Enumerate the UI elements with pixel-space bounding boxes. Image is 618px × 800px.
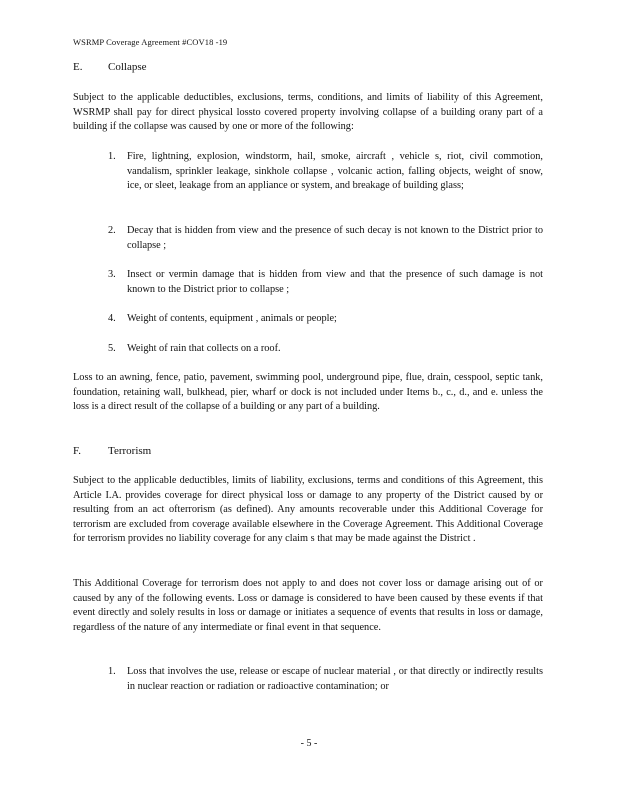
item-text: Loss that involves the use, release or escape of nuclear material , or that directly or indirectly results in nuclear reaction or radiation or radioactive contamination; or	[127, 666, 543, 692]
item-text: Insect or vermin damage that is hidden from view and that the presence of such damage is not known to the District prior to collapse ;	[127, 269, 543, 295]
section-f-title: Terrorism	[108, 445, 152, 457]
item-number: 2.	[108, 225, 116, 236]
section-e-item-4	[108, 312, 543, 327]
section-e-closing: Loss to an awning, fence, patio, pavement, swimming pool, underground pipe, flue, drain, cesspool, septic tank, foundation, retaining wall, bulkhead, pier, wharf or dock is not included under Items b., c., d., and e. unless the loss is a direct result of the collapse of a building or any part of a building.	[73, 372, 543, 413]
section-f-paragraph-1: Subject to the applicable deductibles, limits of liability, exclusions, terms and conditions of this Agreement, this Article I.A. provides coverage for direct physical loss or damage to any property of the District caused by or resulting from an act ofterrorism (as defined). Any amounts recoverable under this Additional Coverage for terrorism are excluded from coverage available elsewhere in the Coverage Agreement. This Additional Coverage for terrorism provides no liability coverage for any claim s that may be made against the District .	[73, 475, 543, 545]
item-number: 4.	[108, 313, 116, 324]
running-header: WSRMP Coverage Agreement #COV18 -19	[73, 37, 228, 47]
item-number: 1.	[108, 151, 116, 162]
item-text: Weight of rain that collects on a roof.	[127, 343, 281, 354]
section-f-heading	[73, 445, 151, 457]
item-number: 1.	[108, 666, 116, 677]
section-e-title: Collapse	[108, 61, 147, 73]
section-f-paragraph-2: This Additional Coverage for terrorism does not apply to and does not cover loss or damage arising out of or caused by any of the following events. Loss or damage is considered to have been caused by these events if that event directly and solely results in loss or damage or initiates a sequence of events that results in loss or damage, regardless of the nature of any intermediate or final event in that sequence.	[73, 578, 543, 633]
item-text: Fire, lightning, explosion, windstorm, hail, smoke, aircraft , vehicle s, riot, civil commotion, vandalism, sprinkler leakage, sinkhole collapse , volcanic action, falling objects, weight of snow, ice, or sleet, leakage from an appliance or system, and breakage of building glass;	[127, 151, 543, 192]
item-text: Weight of contents, equipment , animals or people;	[127, 313, 337, 324]
section-f-item-1	[108, 665, 543, 694]
item-text: Decay that is hidden from view and the presence of such decay is not known to the District prior to collapse ;	[127, 225, 543, 251]
item-number: 5.	[108, 343, 116, 354]
section-e-heading	[73, 61, 147, 73]
section-e-intro: Subject to the applicable deductibles, exclusions, terms, conditions, and limits of liability of this Agreement, WSRMP shall pay for direct physical lossto covered property involving collapse of a building orany part of a building if the collapse was caused by one or more of the following:	[73, 92, 543, 133]
section-f-letter: F.	[73, 445, 81, 457]
section-e-item-3	[108, 268, 543, 297]
section-e-item-5	[108, 342, 543, 357]
section-e-item-2	[108, 224, 543, 253]
item-number: 3.	[108, 269, 116, 280]
section-e-item-1	[108, 150, 543, 194]
page-number: - 5 -	[300, 738, 318, 749]
section-e-letter: E.	[73, 61, 83, 73]
